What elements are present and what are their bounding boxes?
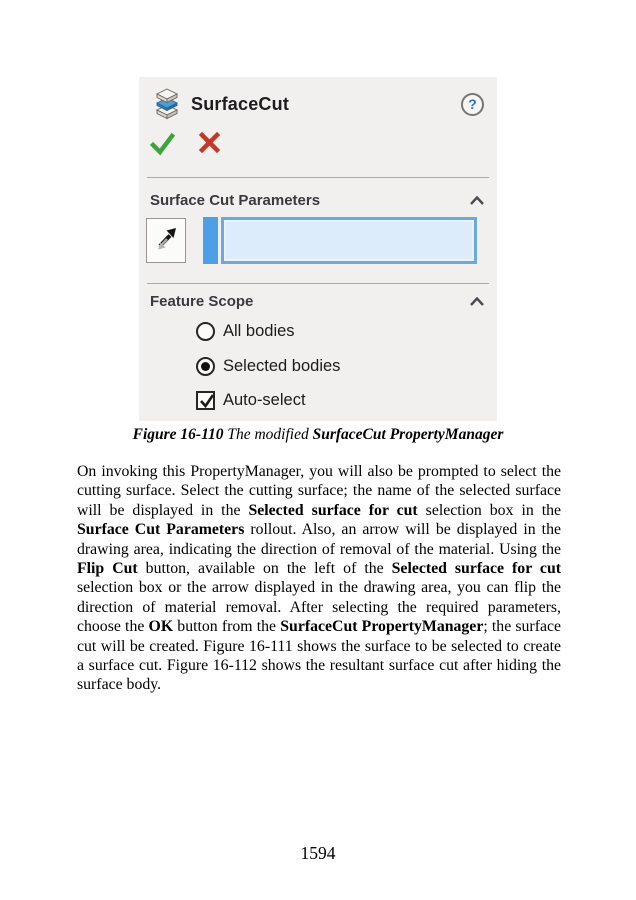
divider bbox=[147, 283, 489, 284]
text-segment: On invoking this PropertyManager, you will also be prompted to select the cutting surface. Select the cutting surface; the name of the selected surface will be displayed in the bbox=[77, 463, 561, 519]
text-segment: OK bbox=[148, 618, 174, 636]
text-segment: Surface Cut Parameters bbox=[77, 521, 245, 539]
body-paragraph bbox=[77, 462, 561, 695]
page-number: 1594 bbox=[300, 843, 336, 863]
text-segment: SurfaceCut PropertyManager bbox=[312, 426, 504, 443]
section-header-feature-scope[interactable] bbox=[150, 291, 484, 311]
text-segment: The modified bbox=[227, 426, 313, 443]
text-segment: Flip Cut bbox=[77, 560, 138, 578]
text-segment: Selected surface for cut bbox=[391, 560, 561, 578]
cancel-button[interactable] bbox=[196, 132, 222, 156]
red-x-icon bbox=[199, 132, 220, 153]
panel-title: SurfaceCut bbox=[191, 93, 290, 114]
text-segment: SurfaceCut PropertyManager bbox=[280, 618, 484, 636]
text-segment: selection box or the arrow displayed in the drawing area, you can flip the direction of material removal. After selecting the required parameters, choose the bbox=[77, 579, 561, 636]
figure-caption bbox=[0, 426, 636, 444]
selection-box-highlight-bar bbox=[203, 217, 218, 264]
text-segment: Figure 16-110 bbox=[132, 426, 228, 443]
radio-icon[interactable] bbox=[196, 357, 215, 376]
chevron-up-icon[interactable] bbox=[470, 297, 484, 306]
panel-actions bbox=[150, 132, 222, 156]
text-segment: selection box in the bbox=[417, 501, 561, 519]
option-label: Auto-select bbox=[223, 391, 306, 409]
text-segment: Selected surface for cut bbox=[248, 501, 418, 519]
surfacecut-propertymanager-panel bbox=[139, 77, 497, 421]
ok-button[interactable] bbox=[150, 132, 176, 156]
checkbox-option-auto-select[interactable] bbox=[196, 391, 306, 410]
panel-header bbox=[151, 85, 484, 123]
radio-option-selected-bodies[interactable] bbox=[196, 357, 340, 376]
text-segment: rollout. Also, an arrow will be displayed in the drawing area, indicating the direction of removal of the material. Using the bbox=[77, 521, 561, 558]
chevron-up-icon[interactable] bbox=[470, 196, 484, 205]
radio-option-all-bodies[interactable] bbox=[196, 322, 295, 341]
section-title: Surface Cut Parameters bbox=[150, 191, 321, 209]
text-segment: ; the surface cut will be created. Figure 16-111 shows the surface to be selected to create a surface cut. Figure 16-112 shows the resultant surface cut after hiding the surface body. bbox=[77, 618, 561, 694]
option-label: All bodies bbox=[223, 322, 295, 340]
diagonal-flip-arrows-icon bbox=[151, 223, 181, 255]
surfacecut-icon bbox=[151, 87, 183, 121]
section-title: Feature Scope bbox=[150, 292, 254, 310]
radio-icon[interactable] bbox=[196, 322, 215, 341]
flip-cut-button[interactable] bbox=[146, 218, 186, 263]
text-segment: button from the bbox=[173, 618, 281, 636]
checkbox-icon[interactable] bbox=[196, 391, 215, 410]
selected-surface-for-cut-selection-box[interactable] bbox=[221, 217, 477, 264]
option-label: Selected bodies bbox=[223, 357, 341, 375]
help-icon[interactable]: ? bbox=[461, 93, 484, 116]
green-check-icon bbox=[150, 132, 176, 156]
divider bbox=[147, 177, 489, 178]
text-segment: button, available on the left of the bbox=[137, 560, 392, 578]
section-header-surface-cut-parameters[interactable] bbox=[150, 190, 484, 210]
